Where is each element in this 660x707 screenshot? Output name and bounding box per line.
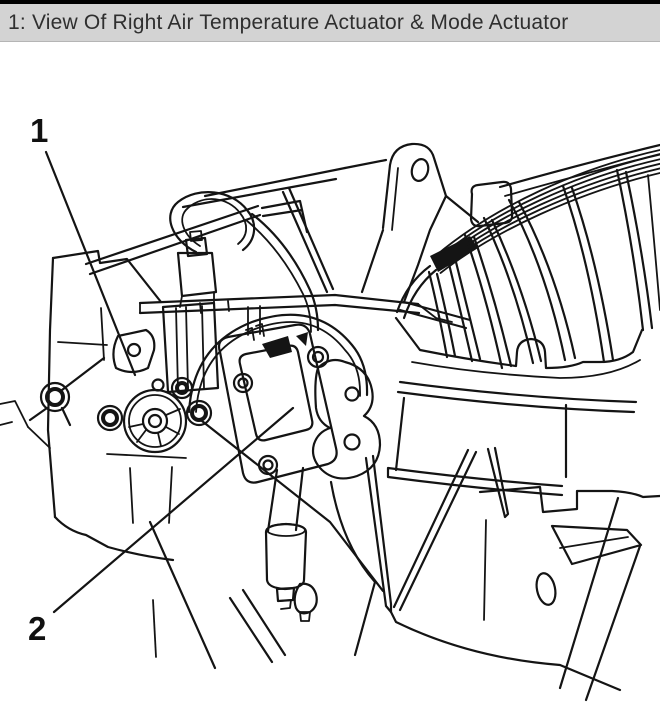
actuator-mount-plate [113,330,154,372]
figure-title-bar [0,4,660,42]
mode-actuator [219,324,380,483]
figure-title: 1: View Of Right Air Temperature Actuator & Mode Actuator [8,10,569,34]
support-struts [366,448,620,690]
case-top-flange [86,160,386,292]
figure-area [0,42,660,707]
diagram-svg [0,42,660,707]
air-temperature-actuator [163,303,218,392]
temperature-actuator-gear-wheel [30,358,211,452]
callout-2-label: 2 [28,610,47,647]
callout-1-label: 1 [30,112,49,149]
ribbed-housing [396,145,660,412]
